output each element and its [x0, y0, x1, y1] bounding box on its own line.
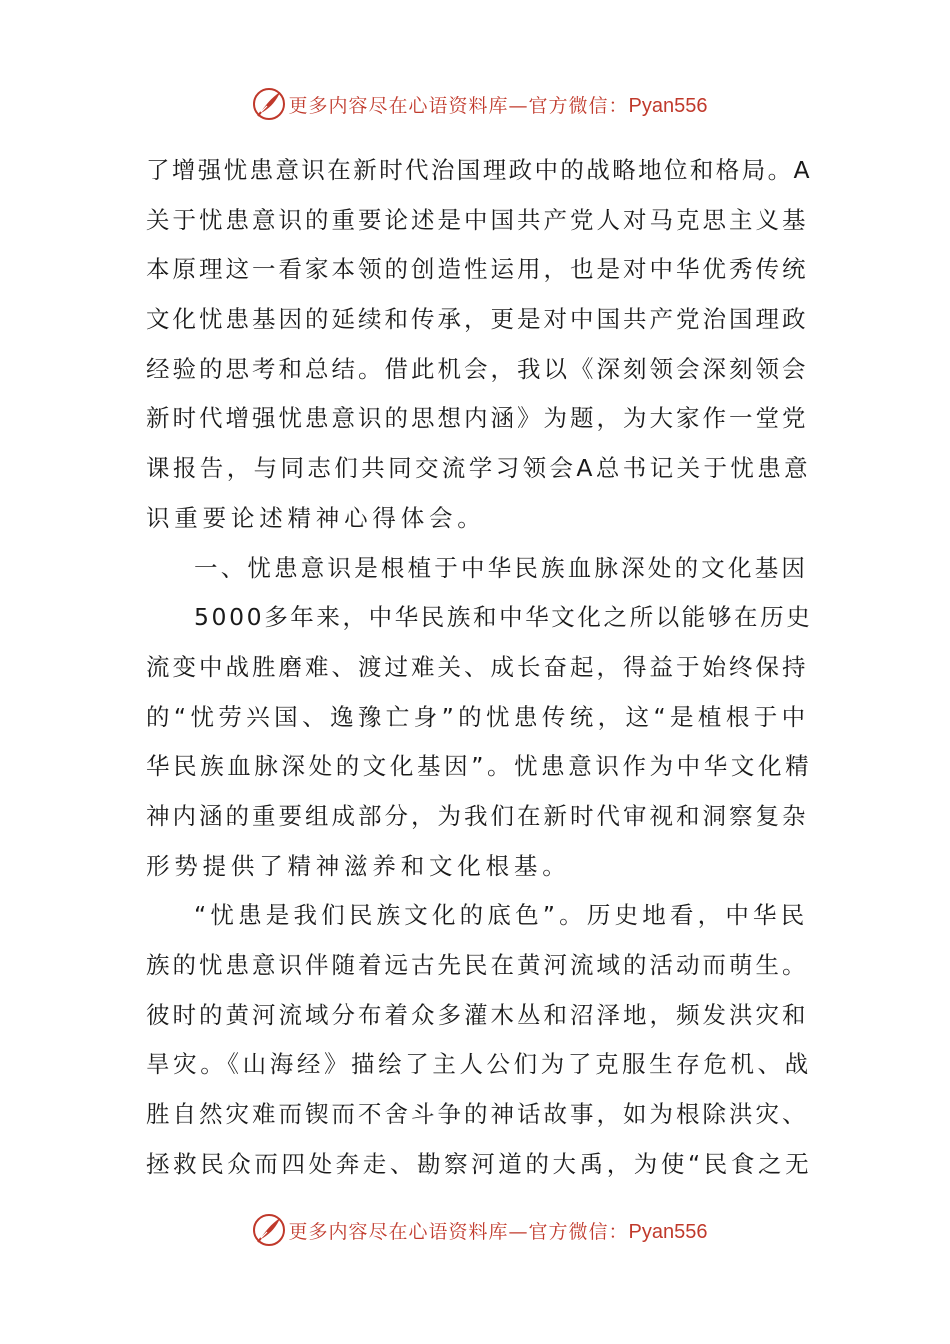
header-watermark-banner	[0, 84, 950, 124]
footer-watermark-banner	[0, 1210, 950, 1250]
body-line: 经验的思考和总结。借此机会，我以《深刻领会深刻领会	[146, 354, 809, 383]
body-line: 华民族血脉深处的文化基因”。忧患意识作为中华文化精	[146, 752, 813, 781]
quill-pen-logo-icon	[251, 86, 287, 122]
body-line: 文化忧患基因的延续和传承，更是对中国共产党治国理政	[146, 305, 809, 334]
watermark-text: 更多内容尽在心语资料库—官方微信：Pyan556	[288, 1220, 708, 1243]
body-line: 关于忧患意识的重要论述是中国共产党人对马克思主义基	[146, 205, 809, 234]
quill-pen-logo-icon	[251, 1212, 287, 1248]
body-line: 识重要论述精神心得体会。	[146, 503, 486, 532]
body-line: 神内涵的重要组成部分，为我们在新时代审视和洞察复杂	[146, 801, 809, 830]
body-line: “忧患是我们民族文化的底色”。历史地看，中华民	[194, 901, 809, 930]
body-line: 彼时的黄河流域分布着众多灌木丛和沼泽地，频发洪灾和	[146, 1000, 809, 1029]
body-line: 5000多年来，中华民族和中华文化之所以能够在历史	[194, 603, 813, 632]
section-heading: 一、忧患意识是根植于中华民族血脉深处的文化基因	[194, 553, 809, 582]
body-line: 族的忧患意识伴随着远古先民在黄河流域的活动而萌生。	[146, 951, 809, 979]
body-line: 的“忧劳兴国、逸豫亡身”的忧患传统，这“是植根于中	[146, 702, 810, 731]
body-line: 了增强忧患意识在新时代治国理政中的战略地位和格局。A	[146, 156, 812, 184]
body-line: 新时代增强忧患意识的思想内涵》为题，为大家作一堂党	[146, 404, 809, 433]
body-line: 本原理这一看家本领的创造性运用，也是对中华优秀传统	[146, 255, 809, 284]
body-line: 拯救民众而四处奔走、勘察河道的大禹，为使“民食之无	[146, 1149, 813, 1178]
body-line: 旱灾。《山海经》描绘了主人公们为了克服生存危机、战	[146, 1050, 812, 1079]
body-line: 胜自然灾难而锲而不舍斗争的神话故事，如为根除洪灾、	[146, 1100, 809, 1129]
body-line: 流变中战胜磨难、渡过难关、成长奋起，得益于始终保持	[146, 652, 809, 681]
body-line: 课报告，与同志们共同交流学习领会A总书记关于忧患意	[146, 454, 812, 483]
watermark-text: 更多内容尽在心语资料库—官方微信：Pyan556	[288, 94, 708, 117]
document-body	[146, 146, 813, 1189]
body-line: 形势提供了精神滋养和文化根基。	[146, 851, 571, 880]
